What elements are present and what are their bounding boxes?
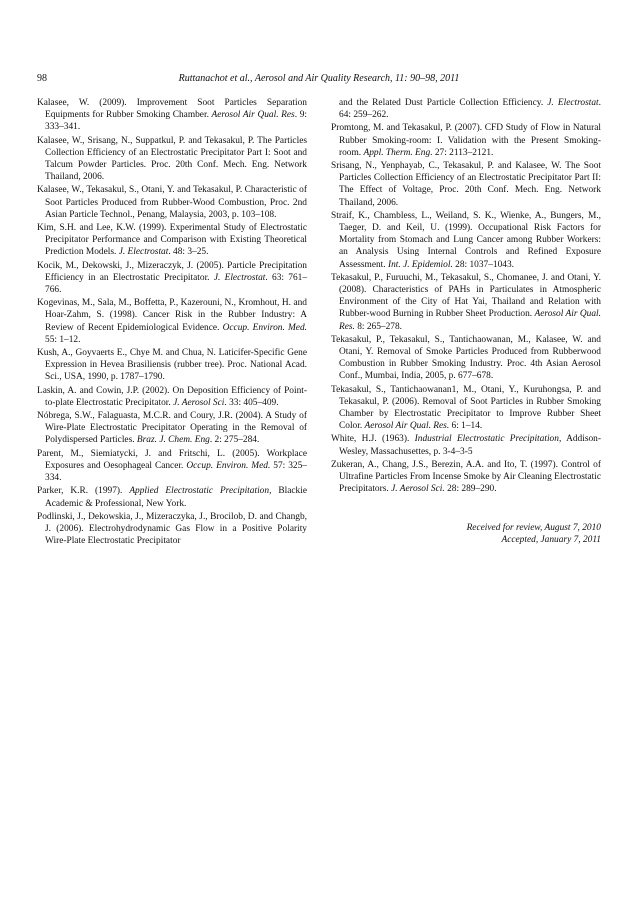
reference-item: Kalasee, W., Srisang, N., Suppatkul, P. and Tekasakul, P. The Particles Collection Efficiency of an Electrostatic Precipitator Part I: Soot and Talcum Powder Particles. Proc. 20th Conf. Mech. Eng. Network Thailand, 2006. (37, 135, 307, 183)
reference-item: Tekasakul, S., Tantichaowanan1, M., Otani, Y., Kuruhongsa, P. and Tekasakul, P. (2006). Removal of Soot Particles in Rubber Smoking Chamber by Electrostatic Precipitator to Improve Rubber Sheet Color. Aerosol Air Qual. Res. 6: 1–14. (331, 384, 601, 432)
references-right-column (331, 97, 601, 546)
reference-item: Parent, M., Siemiatycki, J. and Fritschi, L. (2005). Workplace Exposures and Oesophageal Cancer. Occup. Environ. Med. 57: 325–334. (37, 448, 307, 484)
reference-item: Srisang, N., Yenphayab, C., Tekasakul, P. and Kalasee, W. The Soot Particles Collection Efficiency of an Electrostatic Precipitator Part II: The Effect of Voltage, Proc. 20th Conf. Mech. Eng. Network Thailand, 2006. (331, 161, 601, 208)
reference-item: Tekasakul, P., Tekasakul, S., Tantichaowanan, M., Kalasee, W. and Otani, Y. Removal of Smoke Particles Produced from Rubberwood Combustion in Rubber Smoking Industry. Proc. 4th Asian Aerosol Conf., Mumbai, India, 2005, p. 677–678. (331, 334, 601, 382)
received-dates (331, 522, 601, 546)
reference-item: Tekasakul, P., Furuuchi, M., Tekasakul, S., Chomanee, J. and Otani, Y. (2008). Characteristics of PAHs in Particulates in Atmospheric Environment of the City of Hat Yai, Thailand and Relation with Rubber-wood Burning in Rubber Sheet Production. Aerosol Air Qual. Res. 8: 265–278. (331, 272, 601, 332)
reference-item: Kogevinas, M., Sala, M., Boffetta, P., Kazerouni, N., Kromhout, H. and Hoar-Zahm, S. (1998). Cancer Risk in the Rubber Industry: A Review of Recent Epidemiological Evidence. Occup. Environ. Med. 55: 1–12. (37, 298, 307, 345)
reference-item: Zukeran, A., Chang, J.S., Berezin, A.A. and Ito, T. (1997). Control of Ultrafine Particles From Incense Smoke by Air Cleaning Electrostatic Precipitators. J. Aerosol Sci. 28: 289–290. (331, 459, 601, 495)
reference-item: Podlinski, J., Dekowskia, J., Mizeraczyka, J., Brocilob, D. and Changb, J. (2006). Electrohydrodynamic Gas Flow in a Positive Polarity Wire-Plate Electrostatic Precipitator (37, 511, 307, 547)
reference-item: Kim, S.H. and Lee, K.W. (1999). Experimental Study of Electrostatic Precipitator Performance and Comparison with Existing Theoretical Prediction Models. J. Electrostat. 48: 3–25. (37, 223, 307, 258)
references-left-column (37, 97, 307, 548)
reference-item: Straif, K., Chambless, L., Weiland, S. K., Wienke, A., Bungers, M., Taeger, D. and Keil, U. (1999). Occupational Risk Factors for Mortality from Stomach and Lung Cancer among Rubber Workers: an Analysis Using Internal Controls and Refined Exposure Assessment. Int. J. Epidemiol. 28: 1037–1043. (331, 210, 601, 270)
page-number: 98 (37, 73, 47, 84)
received-for-review: Received for review, August 7, 2010 (466, 522, 601, 533)
reference-item: Kalasee, W. (2009). Improvement Soot Particles Separation Equipments for Rubber Smoking Chamber. Aerosol Air Qual. Res. 9: 333–341. (37, 98, 307, 133)
running-head: Ruttanachot et al., Aerosol and Air Quality Research, 11: 90–98, 2011 (178, 73, 460, 84)
reference-item: White, H.J. (1963). Industrial Electrostatic Precipitation, Addison-Wesley, Massachusettes, p. 3-4–3-5 (331, 434, 601, 457)
accepted-date: Accepted, January 7, 2011 (501, 534, 601, 545)
reference-item: Kocik, M., Dekowski, J., Mizeraczyk, J. (2005). Particle Precipitation Efficiency in an Electrostatic Precipitator. J. Electrostat. 63: 761–766. (37, 260, 308, 296)
reference-item-continued: and the Related Dust Particle Collection Efficiency. J. Electrostat. 64: 259–262. (339, 98, 601, 121)
reference-item: Kalasee, W., Tekasakul, S., Otani, Y. and Tekasakul, P. Characteristic of Soot Particles Produced from Rubber-Wood Combustion, Proc. 2nd Asian Particle Technol., Penang, Malaysia, 2003, p. 103–108. (37, 185, 307, 220)
reference-item: Kush, A., Goyvaerts E., Chye M. and Chua, N. Laticifer-Specific Gene Expression in Hevea Brasiliensis (rubber tree). Proc. National Acad. Sci., USA, 1990, p. 1787–1790. (37, 348, 307, 383)
reference-item: Parker, K.R. (1997). Applied Electrostatic Precipitation, Blackie Academic & Professional, New York. (37, 486, 307, 509)
reference-item: Laskin, A. and Cowin, J.P. (2002). On Deposition Efficiency of Point-to-plate Electrostatic Precipitator. J. Aerosol Sci. 33: 405–409. (37, 385, 307, 408)
reference-item: Promtong, M. and Tekasakul, P. (2007). CFD Study of Flow in Natural Rubber Smoking-room: I. Validation with the Present Smoking-room. Appl. Therm. Eng. 27: 2113–2121. (331, 123, 601, 158)
page-header (37, 72, 601, 86)
reference-item: Nóbrega, S.W., Falaguasta, M.C.R. and Coury, J.R. (2004). A Study of Wire-Plate Electrostatic Precipitator Operating in the Removal of Polydispersed Particles. Braz. J. Chem. Eng. 2: 275–284. (37, 411, 307, 446)
